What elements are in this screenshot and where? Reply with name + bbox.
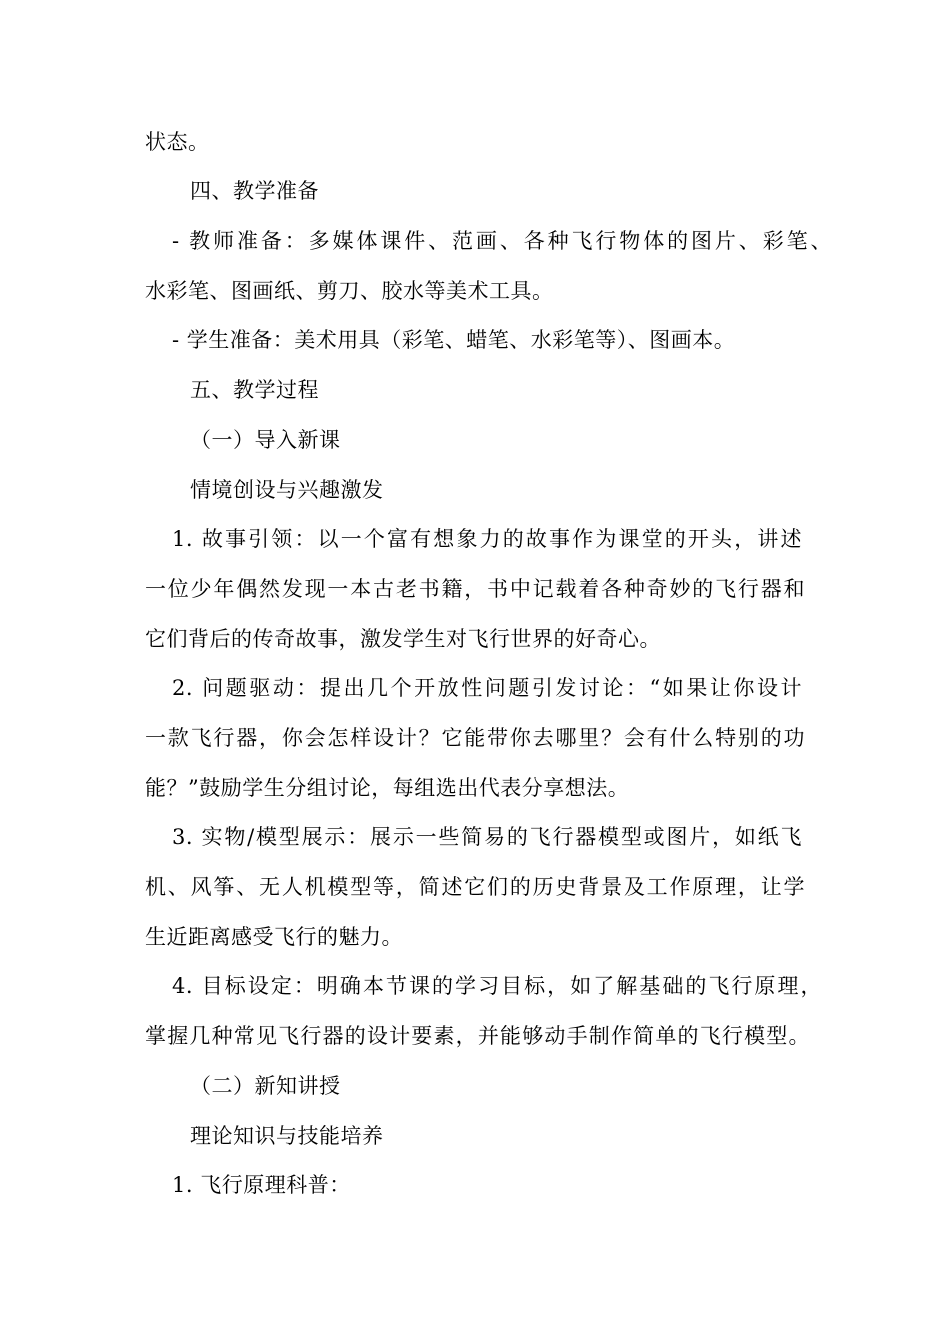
text-line: 机、风筝、无人机模型等，简述它们的历史背景及工作原理，让学 xyxy=(145,875,805,899)
section-heading: 四、教学准备 xyxy=(190,179,319,203)
subsection-heading: （二）新知讲授 xyxy=(190,1074,341,1098)
numbered-item: 1. 故事引领：以一个富有想象力的故事作为课堂的开头，讲述 xyxy=(172,527,802,551)
subsection-heading: （一）导入新课 xyxy=(190,428,341,452)
text-line: 一款飞行器，你会怎样设计？它能带你去哪里？会有什么特别的功 xyxy=(145,726,805,750)
subsection-title: 理论知识与技能培养 xyxy=(190,1124,384,1148)
numbered-item: 4. 目标设定：明确本节课的学习目标，如了解基础的飞行原理， xyxy=(172,974,822,998)
text-line: 能？”鼓励学生分组讨论，每组选出代表分享想法。 xyxy=(145,776,630,800)
text-line: 状态。 xyxy=(145,130,210,154)
text-line: 掌握几种常见飞行器的设计要素，并能够动手制作简单的飞行模型。 xyxy=(145,1024,810,1048)
numbered-item: 3. 实物/模型展示：展示一些简易的飞行器模型或图片，如纸飞 xyxy=(172,825,802,849)
text-line: 一位少年偶然发现一本古老书籍，书中记载着各种奇妙的飞行器和 xyxy=(145,577,805,601)
list-item: - 教师准备：多媒体课件、范画、各种飞行物体的图片、彩笔、 xyxy=(172,229,832,253)
text-line: 水彩笔、图画纸、剪刀、胶水等美术工具。 xyxy=(145,279,554,303)
list-item: - 学生准备：美术用具（彩笔、蜡笔、水彩笔等）、图画本。 xyxy=(172,328,736,352)
text-line: 它们背后的传奇故事，激发学生对飞行世界的好奇心。 xyxy=(145,627,661,651)
numbered-item: 1. 飞行原理科普： xyxy=(172,1173,351,1197)
subsection-title: 情境创设与兴趣激发 xyxy=(190,478,384,502)
text-line: 生近距离感受飞行的魅力。 xyxy=(145,925,403,949)
section-heading: 五、教学过程 xyxy=(190,378,319,402)
numbered-item: 2. 问题驱动：提出几个开放性问题引发讨论：“如果让你设计 xyxy=(172,676,802,700)
